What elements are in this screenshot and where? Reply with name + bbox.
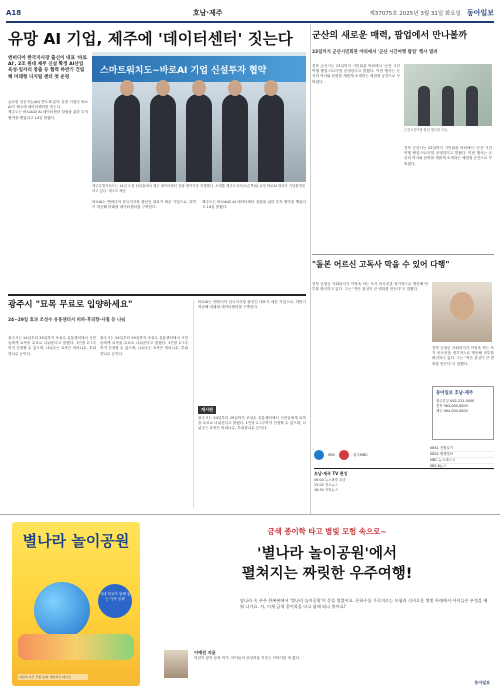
paragraph: 제주도는 바로AI와 AI 데이터센터 설립을 위한 투자 협약을 맺었다고 14일 밝혔다. [202, 200, 306, 210]
contact-line: 제주 064-000-0000 [436, 409, 468, 413]
gunsan-body: 전북 군산시는 23일까지 시민회관 야외에서 '군산 시간여행 팝업스토어'를 운영한다고 밝혔다. 이번 행사는 군산의 역사와 문화를 새롭게 소개하는 체험형 공간으로 꾸며졌다. [312, 64, 400, 84]
gunsan-photo-caption: 군산시간여행 팝업 행사장 모습. [404, 128, 449, 132]
broadcaster-logos [314, 446, 430, 464]
contact-line: 전북 063-000-0000 [436, 404, 468, 408]
gunsan-photo [404, 64, 492, 126]
publisher-logo: 동아일보 [474, 680, 490, 685]
photo-person [186, 94, 212, 182]
book-cover[interactable] [12, 522, 140, 686]
ad-author [164, 650, 488, 678]
tv-listing [430, 446, 494, 470]
book-cover-text: 어린이 우주 모험 동화, 별나라로 떠나요 [18, 674, 88, 680]
photo-person [442, 86, 454, 126]
contact-line: 광주본부 062-231-0000 [436, 399, 475, 403]
header-rule [6, 21, 494, 23]
author-name: 이예진 지음 [194, 650, 216, 655]
main-body-col1 [8, 100, 88, 290]
seedling-body-col3: 바로AI는 엔비디아 한국지사장 출신인 대표가 세운 기업으로, 하반기 착공해 미래형 데이터센터를 구축한다. [198, 300, 306, 310]
elderly-body-col2: 전북 순창군 사회복지사 이영옥 씨는 독거 어르신을 정기적으로 방문해 안부를 확인하고 있다. 그는 "작은 관심이 큰 변화를 만든다"고 말했다. [432, 346, 494, 366]
main-photo [92, 52, 306, 182]
seedling-body-col1: 광주시는 24일부터 29일까지 조성수 유통센터에서 시민들에게 묘목을 무료로 나눠준다고 밝혔다. 1인당 2그루까지 신청할 수 있으며, 나눠주는 묘목은 비파나무, 후피향나무 등이다. [8, 336, 96, 356]
tv-listing-row: MBC 뉴스데스크 [430, 458, 494, 464]
schedule-row: 18:30 지역뉴스 [314, 488, 338, 492]
tv-listing-row: SBS 8뉴스 [430, 464, 494, 470]
gunsan-body-col2: 전북 군산시는 23일까지 시민회관 야외에서 '군산 시간여행 팝업스토어'를 운영한다고 밝혔다. 이번 행사는 군산의 역사와 문화를 새롭게 소개하는 체험형 공간으로 꾸며졌다. [404, 146, 492, 166]
children-illustration [18, 634, 134, 660]
gunsan-headline[interactable]: 군산의 새로운 매력, 팝업에서 만나볼까 [312, 31, 468, 41]
ad-kicker: 금색 종이학 타고 별빛 모험 속으로~ [267, 527, 387, 536]
paragraph: 제주도는 바로AI와 AI 데이터센터 설립을 위한 투자 협약을 맺었다고 14일 밝혔다. [8, 110, 88, 120]
author-info [194, 650, 300, 678]
main-body-col2 [92, 200, 196, 290]
tv-schedule [314, 478, 494, 493]
page-number: A18 [6, 9, 22, 17]
gunsan-sub: 23일까지 군산시민회관 야외에서 '군산 시간여행 팝업' 행사 열려 [312, 50, 438, 55]
seedling-sub: 24~29일 효과 조성수 유통센터서 비파·후피향·사철 등 나눠 [8, 318, 126, 323]
contact-box [432, 386, 494, 440]
main-body-col3 [202, 200, 306, 290]
photo-person [258, 94, 284, 182]
book-badge: 지내·학교가 함께 읽는 가족 동화 [98, 584, 132, 618]
photo-person [150, 94, 176, 182]
main-headline[interactable]: 유망 AI 기업, 제주에 '데이터센터' 짓는다 [8, 30, 293, 48]
issue-info: 제37075호 2025년 3월 31일 화요일 [369, 11, 461, 17]
ad-headline-2[interactable]: 펼쳐지는 짜릿한 우주여행! [241, 566, 413, 582]
notice-body: 광주시는 24일부터 29일까지 조성수 유통센터에서 시민들에게 묘목을 무료로 나눠준다고 밝혔다. 1인당 2그루까지 신청할 수 있으며, 나눠주는 묘목은 비파나무, 후피향나무 등이다. [198, 416, 306, 431]
social-worker-photo [432, 282, 492, 342]
photo-person [222, 94, 248, 182]
photo-person [418, 86, 430, 126]
section-name: 호남·제주 [192, 9, 223, 17]
photo-person [114, 94, 140, 182]
seedling-body-col2: 광주시는 24일부터 29일까지 조성수 유통센터에서 시민들에게 묘목을 무료로 나눠준다고 밝혔다. 1인당 2그루까지 신청할 수 있으며, 나눠주는 묘목은 비파나무, 후피향나무 등이다. [100, 336, 188, 356]
contact-box-title: 동아일보 호남·제주 [436, 391, 474, 396]
elderly-headline[interactable]: "돌본 어르신 고독사 막을 수 있어 다행" [312, 254, 494, 270]
notice-tag: 게시판 [198, 406, 216, 414]
broadcaster-name: 광주MBC [352, 452, 368, 457]
photo-banner: 스마트워치도~바로AI 기업 신설투자 협약 [92, 56, 306, 82]
tv-schedule-title: 호남·제주 TV 편성 [314, 468, 494, 477]
ad-headline[interactable]: '별나라 놀이공원'에서 [257, 546, 397, 562]
broadcaster-logo-icon [314, 450, 324, 460]
broadcaster-name: SBS [328, 453, 335, 457]
paragraph: 글로벌 인공지능(AI) 반도체 분야 유망 기업인 바로AI가 제주에 데이터센터를 짓는다. [8, 100, 88, 110]
section-divider [8, 294, 306, 296]
tv-listing-row: KBS1 전원일기 [430, 446, 494, 452]
tv-listing-row: KBS2 생생정보 [430, 452, 494, 458]
paper-name: 동아일보 [466, 8, 494, 17]
schedule-row: 06:00 뉴스광장 호남 [314, 478, 346, 482]
photo-person [466, 86, 478, 126]
broadcaster-logo-icon [339, 450, 349, 460]
schedule-row: 12:00 정오뉴스 [314, 483, 338, 487]
column-divider [193, 300, 194, 508]
paragraph: 바로AI는 엔비디아 한국지사장 출신인 대표가 세운 기업으로, 하반기 착공해 미래형 데이터센터를 구축한다. [92, 200, 196, 210]
author-bio: 어린이 창작 동화 작가. 아이들의 상상력을 키우는 이야기를 써 왔다. [194, 656, 301, 660]
book-cover-title: 별나라 놀이공원 [22, 532, 130, 550]
main-deck: 엔비디아 한국지사장 출신이 대표 '바로AI', 2조 원대 제주 신설 확정 AI산업 육성·일자리 창출 등 협력 하반기 건립해 미래형 디지털 센터 첫 운영 [8, 56, 87, 80]
seedling-headline[interactable]: 광주시 "묘목 무료로 입양하세요" [8, 300, 133, 310]
page-header [6, 6, 494, 20]
elderly-body: 전북 순창군 사회복지사 이영옥 씨는 독거 어르신을 정기적으로 방문해 안부를 확인하고 있다. 그는 "작은 관심이 큰 변화를 만든다"고 말했다. [312, 282, 428, 292]
planet-icon [34, 582, 90, 638]
main-photo-caption: 제주특별자치도는 14일 도청 탐라홀에서 제주 데이터센터 설립 협약식을 진행했다. 오영훈 제주도지사(오른쪽)와 유영 바로AI 대표가 기념촬영을 하고 있다. 제주도 제공 [92, 184, 306, 193]
author-photo [164, 650, 188, 678]
ad-body: 달나라 속 우주 한복판에서 '별나라 놀이공원'이 문을 열었어요. 은하수를 가로지르는 모험과 신비로운 별빛 아래에서 아이들은 우정을 배워 나가요. 자, 이제 금색 종이학을 타고 함께 떠나 볼까요? [240, 598, 488, 610]
